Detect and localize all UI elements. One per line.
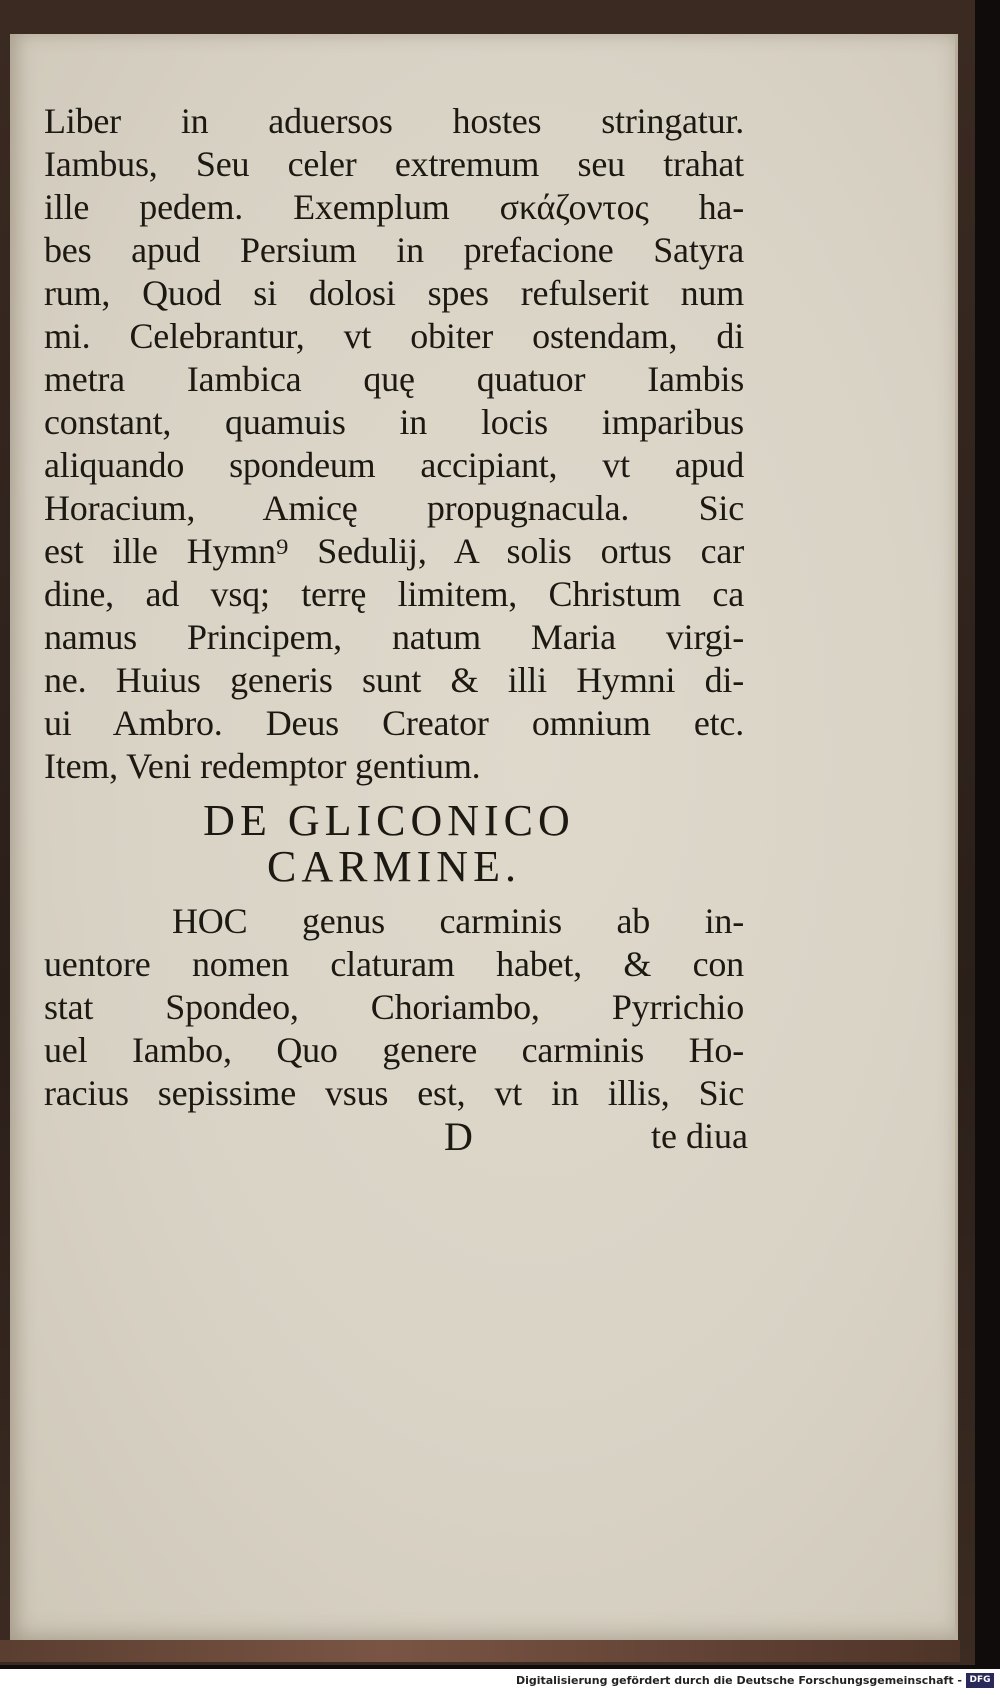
book-bottom-edge	[0, 1640, 960, 1662]
section-text-line: uel Iambo, Quo genere carminis Ho-	[44, 1030, 744, 1070]
dfg-logo: DFG	[966, 1673, 994, 1688]
text-line: Iambus, Seu celer extremum seu trahat	[44, 144, 744, 184]
digitization-footer	[0, 1669, 1000, 1695]
text-line: rum, Quod si dolosi spes refulserit num	[44, 273, 744, 313]
text-line: dine, ad vsq; terrę limitem, Christum ca	[44, 574, 744, 614]
section-heading-line-1: DE GLICONICO	[203, 796, 575, 845]
text-line: ne. Huius generis sunt & illi Hymni di-	[44, 660, 744, 700]
section-text-line: uentore nomen claturam habet, & con	[44, 944, 744, 984]
signature-mark: D	[444, 1114, 473, 1159]
text-line: constant, quamuis in locis imparibus	[44, 402, 744, 442]
funding-credit: Digitalisierung gefördert durch die Deutsche Forschungsgemeinschaft -	[515, 1674, 962, 1687]
text-line: mi. Celebrantur, vt obiter ostendam, di	[44, 316, 744, 356]
text-line: namus Principem, natum Maria virgi-	[44, 617, 744, 657]
text-line: ille pedem. Exemplum σκάζοντος ha-	[44, 187, 744, 227]
text-line: Horacium, Amicę propugnacula. Sic	[44, 488, 744, 528]
text-line: ui Ambro. Deus Creator omnium etc.	[44, 703, 744, 743]
section-heading-line-2: CARMINE.	[267, 842, 521, 891]
text-line: Liber in aduersos hostes stringatur.	[44, 101, 744, 141]
catchword: te diua	[651, 1116, 748, 1156]
section-text-line: HOC genus carminis ab in-	[172, 901, 744, 941]
text-line: Item, Veni redemptor gentium.	[44, 746, 481, 786]
signature-catchword-line	[44, 1114, 748, 1159]
section-text-line: racius sepissime vsus est, vt in illis, Sic	[44, 1073, 744, 1113]
text-line: bes apud Persium in prefacione Satyra	[44, 230, 744, 270]
section-text-line: stat Spondeo, Choriambo, Pyrrichio	[44, 987, 744, 1027]
text-line: est ille Hymn⁹ Sedulij, A solis ortus car	[44, 531, 744, 571]
text-line: metra Iambica quę quatuor Iambis	[44, 359, 744, 399]
text-line: aliquando spondeum accipiant, vt apud	[44, 445, 744, 485]
book-page	[10, 34, 958, 1640]
page-text-block	[44, 100, 748, 1159]
